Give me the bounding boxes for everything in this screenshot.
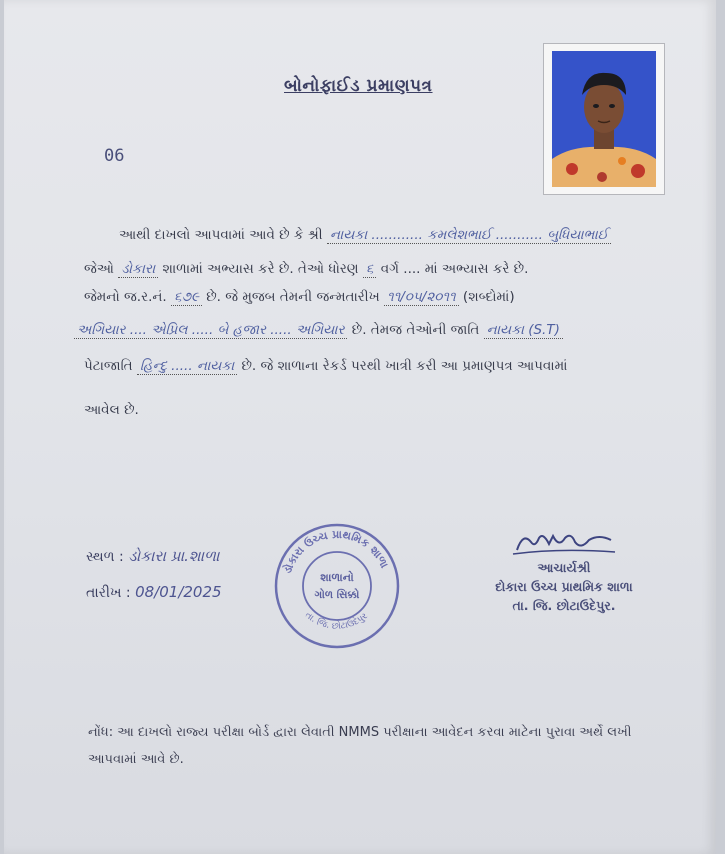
certificate-line-1: આથી દાખલો આપવામાં આવે છે કે શ્રી નાયકા ............ કમલેશભાઈ ........... બુધિયાભાઈ <box>119 227 611 243</box>
division: .... <box>403 261 421 277</box>
seal-center-line-2: ગોળ સિક્કો <box>314 589 360 601</box>
signatory-block <box>484 528 644 615</box>
date-row <box>86 583 222 601</box>
signatory-school: દોકારા ઉચ્ચ પ્રાથમિક શાળા <box>495 579 633 594</box>
serial-number: 06 <box>104 146 125 166</box>
date-value: 08/01/2025 <box>135 583 222 601</box>
standard: ૬ <box>363 261 377 278</box>
student-name: નાયકા ............ કમલેશભાઈ ........... બુધિયાભાઈ <box>327 227 611 244</box>
footnote: નોંધ: આ દાખલો રાજ્ય પરીક્ષા બોર્ડ દ્વારા લેવાતી NMMS પરીક્ષાના આવેદન કરવા માટેના પુરાવા અર્થે લખી આપવામાં આવે છે. <box>88 725 632 767</box>
certificate-line-3: જેમનો જ.ર.નં. ૬૭૯ છે. જે મુજબ તેમની જન્મતારીખ ૧૧/૦૫/૨૦૧૧ (શબ્દોમાં) <box>84 289 515 305</box>
certificate-line-4: અગિયાર .... એપ્રિલ ..... બે હજાર ..... અગિયાર છે. તેમજ તેઓની જાતિ નાયકા (S.T) <box>74 322 563 338</box>
caste: નાયકા (S.T) <box>484 322 563 339</box>
gr-number: ૬૭૯ <box>171 289 202 306</box>
certificate-line-5: પેટાજાતિ હિન્દુ ..... નાયકા છે. જે શાળાના રેકર્ડ પરથી ખાત્રી કરી આ પ્રમાણપત્ર આપવામાં <box>84 358 568 374</box>
student-photo <box>543 43 665 195</box>
certificate-line-6: આવેલ છે. <box>84 402 139 418</box>
seal-center-line-1: શાળાનો <box>320 571 354 584</box>
student-portrait-image <box>552 51 656 187</box>
dob-in-words: અગિયાર .... એપ્રિલ ..... બે હજાર ..... અગિયાર <box>74 322 347 339</box>
place-row <box>86 547 219 565</box>
certificate-title: બોનોફાઈડ પ્રમાણપત્ર <box>284 76 433 96</box>
date-of-birth: ૧૧/૦૫/૨૦૧૧ <box>384 289 459 306</box>
place-label: સ્થળ : <box>86 549 124 565</box>
school-seal <box>272 521 402 651</box>
certificate-paper <box>4 0 716 854</box>
svg-text:તા. જિ. છોટાઉદેપુર <box>303 610 370 631</box>
signatory-location: તા. જિ. છોટાઉદેપુર. <box>512 598 616 613</box>
seal-bottom-text: તા. જિ. છોટાઉદેપુર <box>302 610 370 632</box>
seal-outer-text: ડોકારા ઉચ્ચ પ્રાથમિક શાળા <box>280 527 392 576</box>
school-name: ડોકારા <box>118 261 158 278</box>
principal-signature <box>509 528 619 558</box>
signatory-title: આચાર્યશ્રી <box>537 560 591 575</box>
certificate-line-2: જેઓ ડોકારા શાળામાં અભ્યાસ કરે છે. તેઓ ધોરણ ૬ વર્ગ .... માં અભ્યાસ કરે છે. <box>84 261 529 277</box>
sub-caste: હિન્દુ ..... નાયકા <box>137 358 237 375</box>
date-label: તારીખ : <box>86 585 131 601</box>
place-value: ડોકારા પ્રા.શાળા <box>128 547 220 565</box>
